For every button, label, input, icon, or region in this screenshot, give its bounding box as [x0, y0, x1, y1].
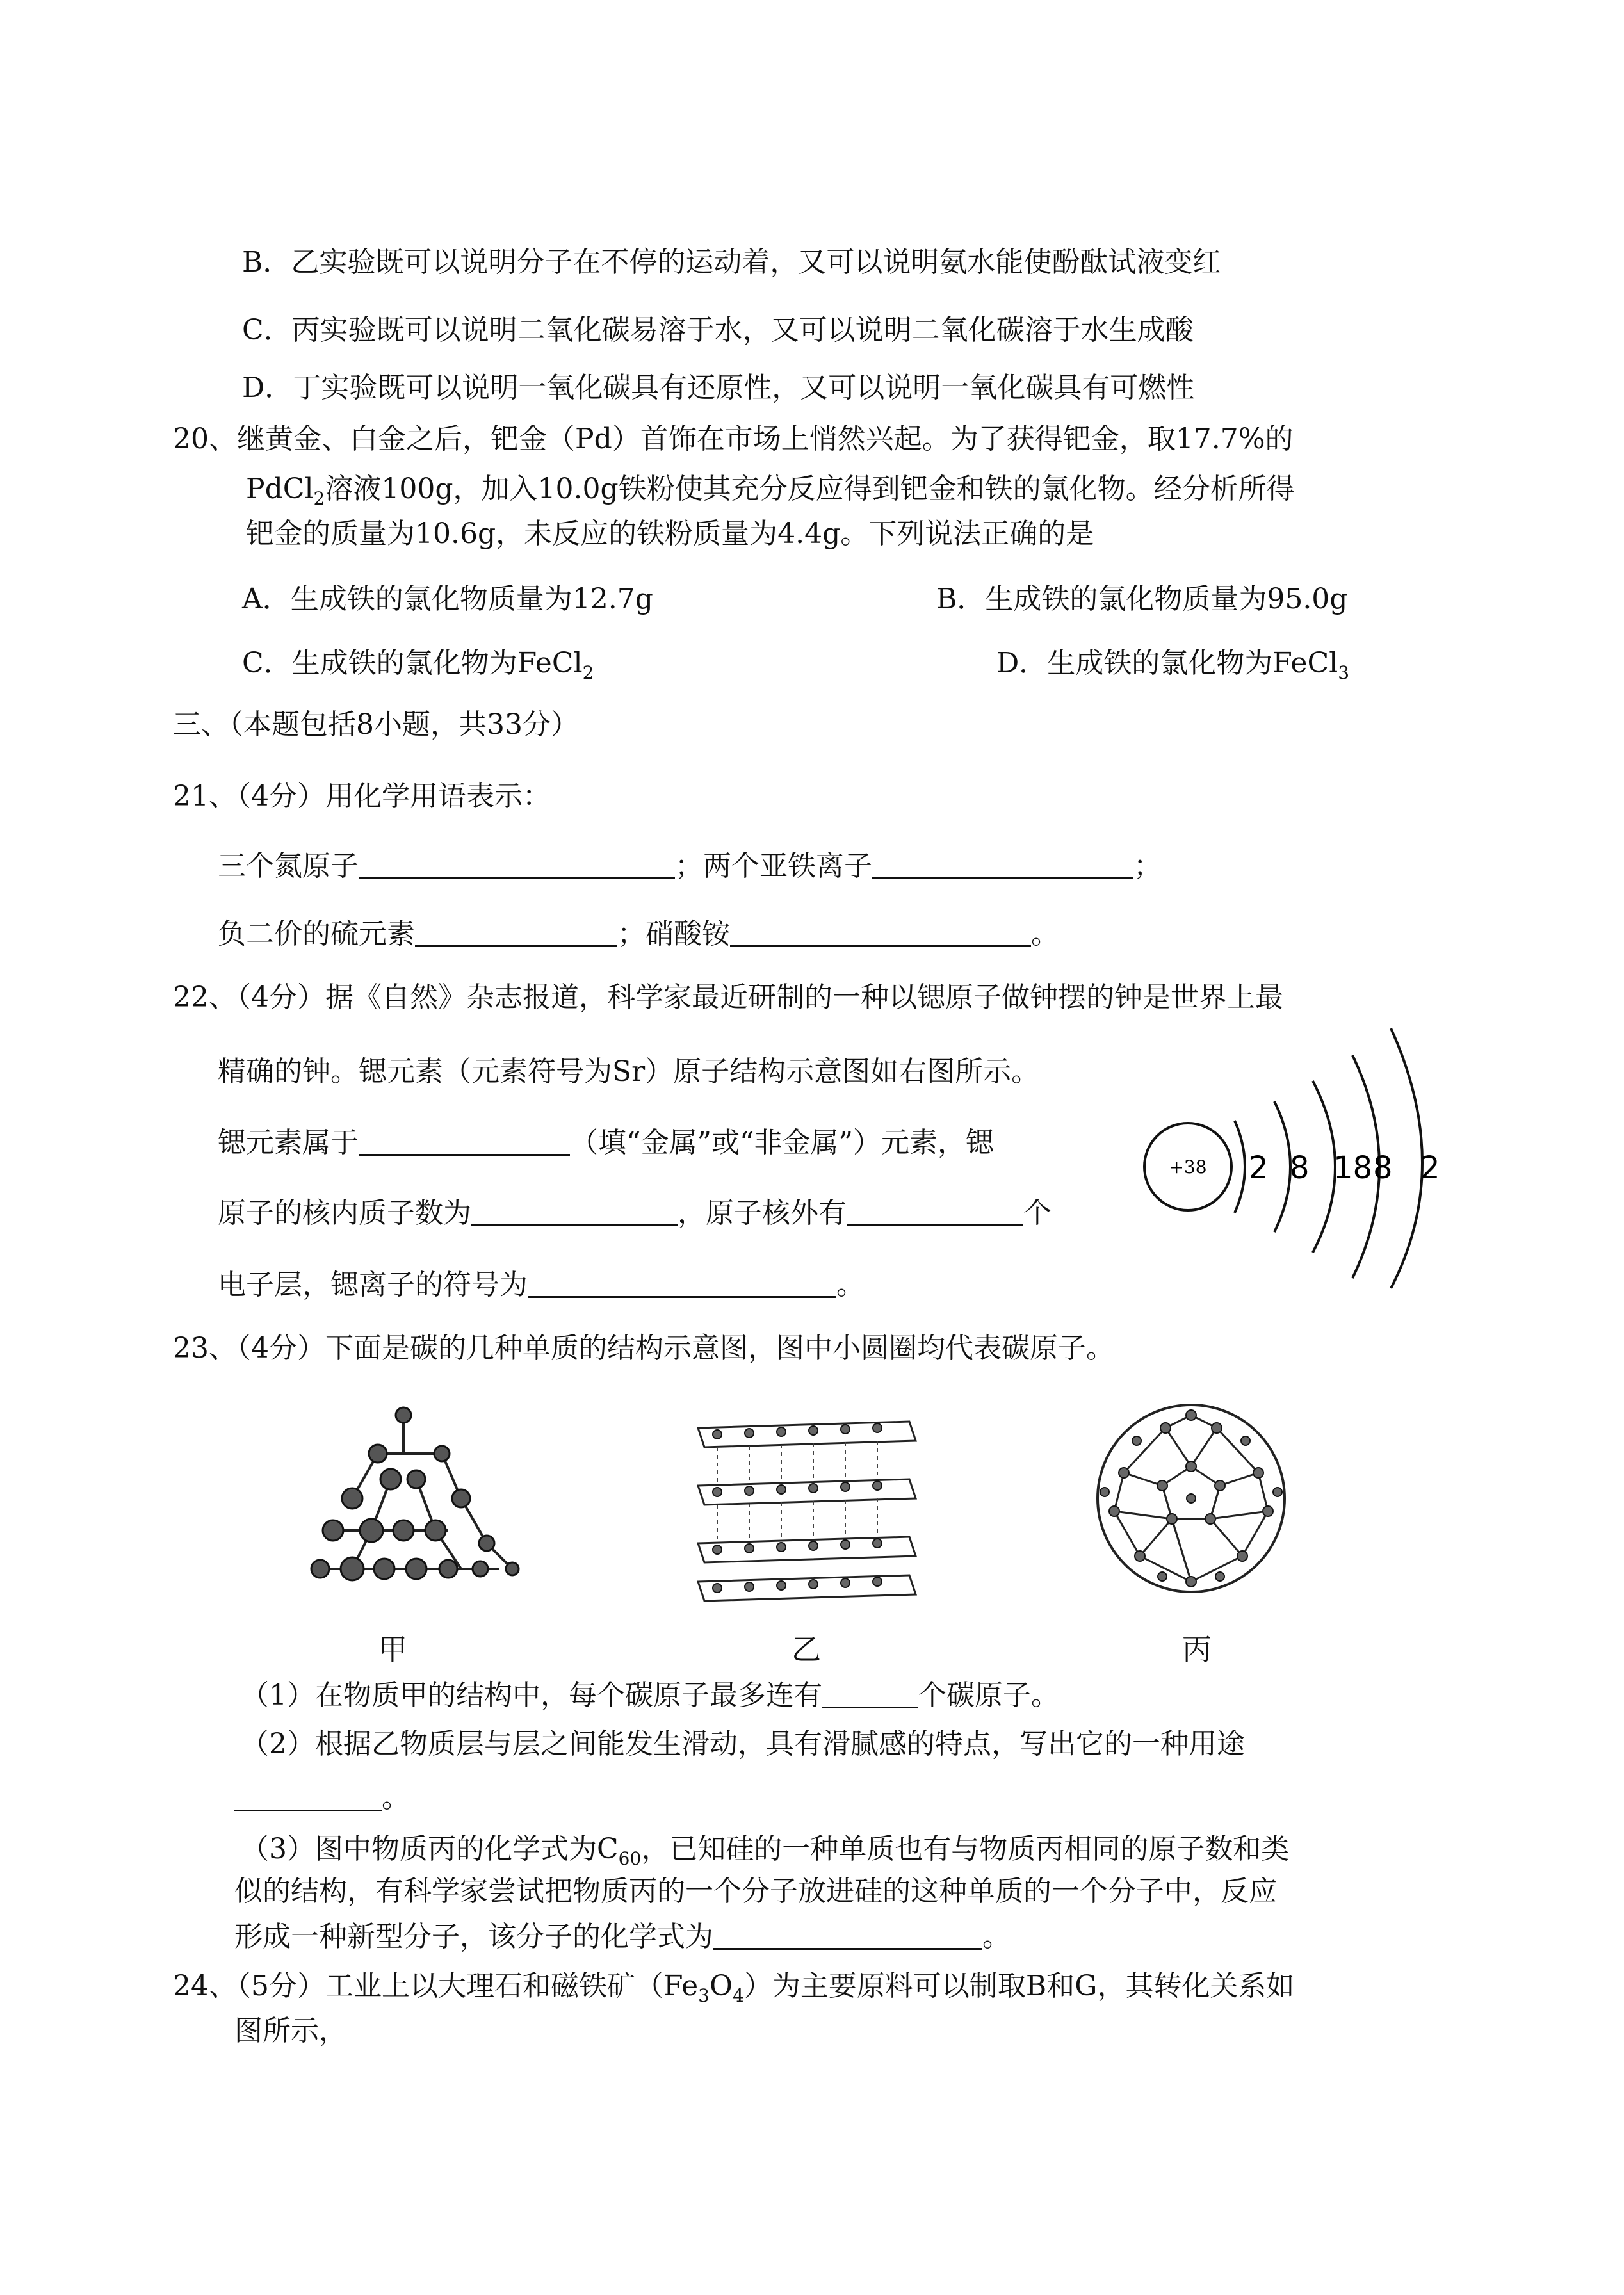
q20-line-2: PdCl$_2$溶液100g，加入10.0g铁粉使其充分反应得到钯金和铁的氯化物。经分析所得 [246, 473, 1295, 509]
electron-shell-3 [1313, 1081, 1335, 1253]
q23-part-3-line-2: 似的结构，有科学家尝试把物质丙的一个分子放进硅的这种单质的一个分子中，反应 [234, 1875, 1277, 1908]
q23-line-1: 23、（4分）下面是碳的几种单质的结构示意图，图中小圆圈均代表碳原子。 [173, 1332, 1114, 1365]
q19-option-c: C．丙实验既可以说明二氧化碳易溶于水，又可以说明二氧化碳溶于水生成酸 [242, 314, 1194, 346]
answer-blank[interactable] [471, 1199, 678, 1226]
q23-part-1: （1）在物质甲的结构中，每个碳原子最多连有 个碳原子。 [241, 1679, 1059, 1712]
strontium-atom-diagram [1127, 1025, 1460, 1293]
electron-shell-2 [1274, 1101, 1290, 1232]
q21-row-2: 负二价的硫元素 ；硝酸铵 。 [218, 918, 1059, 950]
q20-line-1: 20、继黄金、白金之后，钯金（Pd）首饰在市场上悄然兴起。为了获得钯金，取17.7%的 [173, 423, 1294, 455]
q20-line-3: 钯金的质量为10.6g，未反应的铁粉质量为4.4g。下列说法正确的是 [246, 517, 1094, 550]
answer-blank[interactable] [234, 1784, 382, 1811]
q22-line-5: 电子层，锶离子的符号为 。 [218, 1269, 865, 1301]
answer-blank[interactable] [822, 1682, 918, 1708]
q21-row-1: 三个氮原子 ；两个亚铁离子 ； [218, 850, 1162, 882]
graphite-structure-figure [692, 1415, 922, 1607]
answer-blank[interactable] [528, 1270, 836, 1298]
figure-label-yi: 乙 [792, 1632, 821, 1667]
shell-count-5: 2 [1420, 1150, 1440, 1186]
answer-blank[interactable] [713, 1922, 982, 1950]
q20-option-b: B．生成铁的氯化物质量为95.0g [936, 583, 1348, 615]
q23-part-3-line-3: 形成一种新型分子，该分子的化学式为 。 [234, 1920, 1011, 1953]
diamond-structure-figure [295, 1402, 525, 1607]
q21-title: 21、（4分）用化学用语表示： [173, 780, 551, 813]
q24-line-1: 24、（5分）工业上以大理石和磁铁矿$(Fe_3O_4)$为主要原料可以制取B和G，其转化关系如 [173, 1970, 1295, 2006]
figure-label-jia: 甲 [378, 1632, 407, 1667]
fullerene-structure-figure [1089, 1396, 1294, 1601]
shell-count-4: 8 [1373, 1150, 1393, 1186]
answer-blank[interactable] [872, 852, 1133, 879]
answer-blank[interactable] [359, 1128, 570, 1156]
q20-option-d: D．生成铁的氯化物为FeCl$_3$ [996, 647, 1350, 683]
q20-option-c: C．生成铁的氯化物为FeCl$_2$ [242, 647, 594, 683]
q20-option-a: A．生成铁的氯化物质量为12.7g [242, 583, 653, 615]
q23-part-2: （2）根据乙物质层与层之间能发生滑动，具有滑腻感的特点，写出它的一种用途 [241, 1728, 1245, 1760]
shell-count-3: 18 [1333, 1150, 1373, 1186]
section-3-heading: 三、（本题包括8小题，共33分） [173, 708, 579, 741]
shell-count-2: 8 [1290, 1150, 1310, 1186]
q23-part-2-answer: 。 [234, 1784, 410, 1812]
electron-shell-1 [1235, 1121, 1245, 1213]
shell-count-1: 2 [1249, 1150, 1269, 1186]
q19-option-d: D．丁实验既可以说明一氧化碳具有还原性，又可以说明一氧化碳具有可燃性 [242, 371, 1195, 404]
answer-blank[interactable] [415, 920, 617, 947]
electron-shell-5 [1391, 1028, 1422, 1288]
answer-blank[interactable] [359, 852, 675, 879]
answer-blank[interactable] [847, 1199, 1023, 1226]
figure-label-bing: 丙 [1182, 1632, 1212, 1667]
q22-line-3: 锶元素属于 （填“金属”或“非金属”）元素，锶 [218, 1126, 994, 1159]
answer-blank[interactable] [730, 920, 1031, 947]
q24-line-2: 图所示， [234, 2015, 347, 2047]
q22-line-2: 精确的钟。锶元素（元素符号为Sr）原子结构示意图如右图所示。 [218, 1055, 1040, 1088]
q23-part-3: （3）图中物质丙的化学式为$C_{60}$，已知硅的一种单质也有与物质丙相同的原子数和类 [241, 1833, 1290, 1869]
nucleus-charge: +38 [1169, 1156, 1207, 1178]
q19-option-b: B．乙实验既可以说明分子在不停的运动着，又可以说明氨水能使酚酞试液变红 [242, 246, 1221, 279]
q22-line-4: 原子的核内质子数为 ，原子核外有 个 [218, 1197, 1052, 1229]
q22-line-1: 22、（4分）据《自然》杂志报道，科学家最近研制的一种以锶原子做钟摆的钟是世界上最 [173, 981, 1283, 1014]
